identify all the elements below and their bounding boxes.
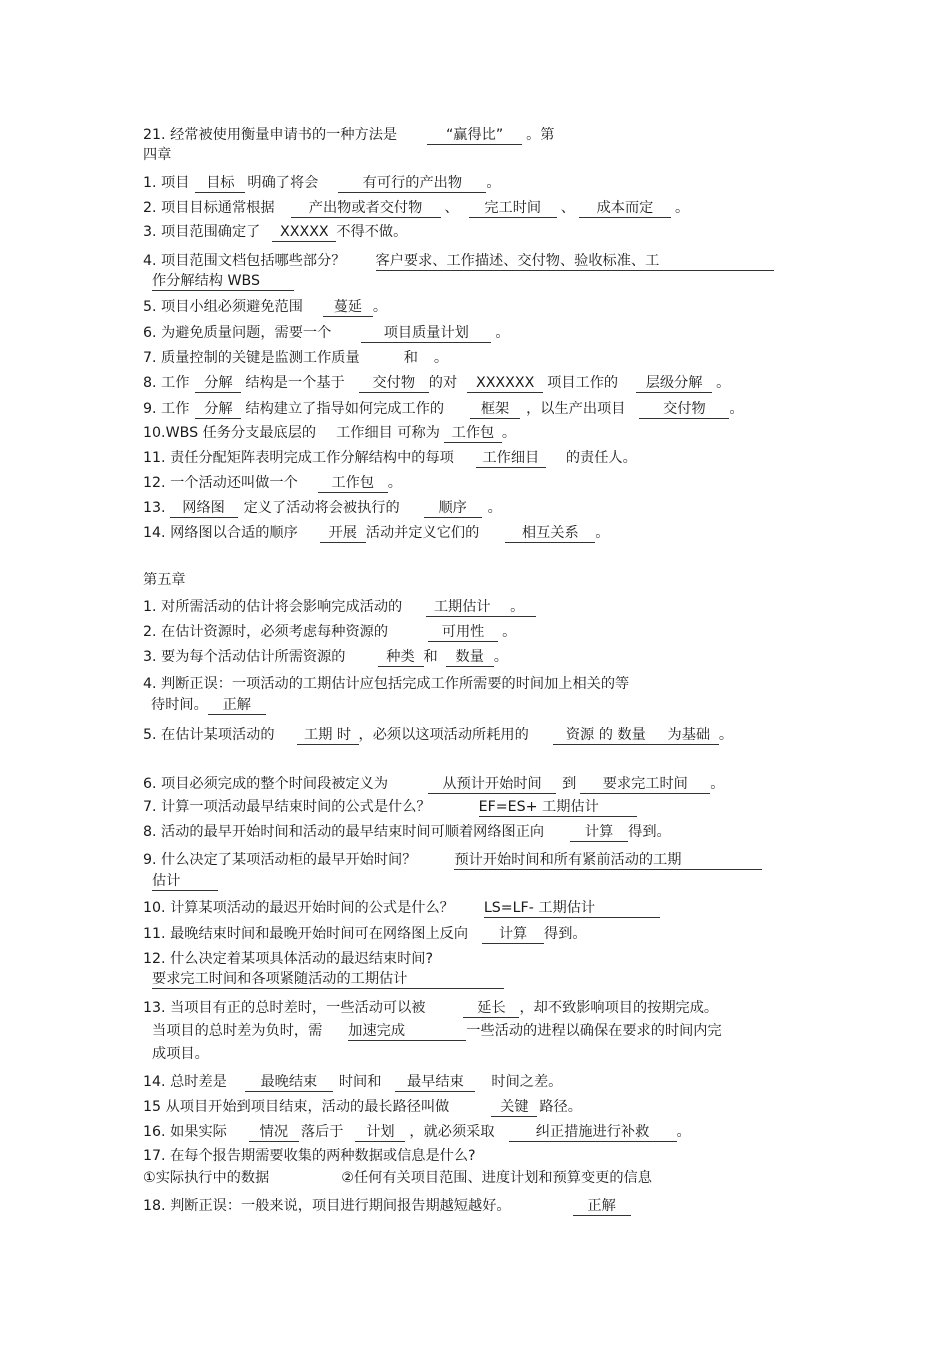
c5-q17-text: 17. 在每个报告期需要收集的两种数据或信息是什么? [143, 1148, 476, 1164]
c4-q4 [143, 251, 774, 271]
c5-q9 [143, 850, 762, 870]
c4-q5 [143, 297, 387, 317]
c5-q16-answer-1: 情况 [249, 1123, 299, 1142]
c5-q16-end: 。 [676, 1124, 691, 1140]
c4-q1-answer-1: 目标 [195, 174, 245, 193]
c5-q8-text: 8. 活动的最早开始时间和活动的最早结束时间可顺着网络图正向 [143, 824, 545, 840]
c5-q13-text: 13. 当项目有正的总时差时，一些活动可以被 [143, 1000, 426, 1016]
c5-q1-end: 。 [498, 598, 536, 617]
c5-q14-mid: 时间和 [338, 1074, 382, 1090]
c4-q7-mid: 和 [403, 350, 418, 366]
c5-q4-text-cont: 待时间。 [151, 697, 208, 713]
c4-q14-answer-2: 相互关系 [505, 524, 595, 543]
c5-q3-answer-1: 种类 [378, 648, 424, 667]
c4-q9-answer-1: 分解 [195, 400, 241, 419]
c5-q15-text: 15 从项目开始到项目结束，活动的最长路径叫做 [143, 1099, 450, 1115]
c5-q10-answer: LS=LF- 工期估计 [484, 899, 660, 918]
c4-q13-answer-2: 顺序 [424, 499, 482, 518]
c5-q2-text: 2. 在估计资源时，必须考虑每种资源的 [143, 624, 389, 640]
c5-q8-answer: 计算 [570, 823, 628, 842]
c5-q2-end: 。 [502, 624, 517, 640]
c4-q8-answer-4: 层级分解 [636, 374, 712, 393]
c4-q12 [143, 473, 402, 493]
c4-q14 [143, 523, 609, 543]
c4-q1 [143, 173, 501, 193]
c5-q1-answer: 工期估计 [426, 598, 498, 617]
c5-q13-text-2: 当项目的总时差为负时，需 [152, 1023, 323, 1039]
c4-q13-answer-1: 网络图 [170, 499, 238, 518]
c4-q14-end: 。 [595, 525, 610, 541]
c5-q9-cont [152, 871, 218, 891]
c4-q6-text: 6. 为避免质量问题，需要一个 [143, 325, 332, 341]
c5-q16 [143, 1122, 691, 1142]
c5-q12-cont [152, 969, 504, 989]
c5-q3-answer-2: 数量 [446, 648, 494, 667]
c5-q1 [143, 597, 536, 617]
c4-q8-mid-3: 项目工作的 [547, 375, 619, 391]
c4-q4-text: 4. 项目范围文档包括哪些部分？ [143, 253, 346, 269]
c4-q6-end: 。 [495, 325, 510, 341]
c4-q5-answer: 蔓延 [323, 298, 373, 317]
c5-q12 [143, 949, 433, 969]
c5-q5-mid: ，必须以这项活动所耗用的 [358, 727, 529, 743]
c5-q6-text: 6. 项目必须完成的整个时间段被定义为 [143, 776, 389, 792]
c4-q13 [143, 498, 502, 518]
c4-q11 [143, 448, 637, 468]
c5-q14-text: 14. 总时差是 [143, 1074, 227, 1090]
c5-q15 [143, 1097, 582, 1117]
c5-q2 [143, 622, 516, 642]
q21-question: 21. 经常被使用衡量申请书的一种方法是 [143, 127, 398, 143]
c5-q17-options [143, 1168, 652, 1188]
c4-q11-answer: 工作细目 [476, 449, 546, 468]
c5-q14-answer-1: 最晚结束 [245, 1073, 333, 1092]
c4-q1-text: 1. 项目 [143, 175, 190, 191]
c5-q3-mid: 和 [423, 649, 438, 665]
c5-q18-text: 18. 判断正误：一般来说，项目进行期间报告期越短越好。 [143, 1198, 511, 1214]
c4-q5-end: 。 [372, 299, 388, 315]
c4-q7-end: 。 [433, 350, 449, 366]
c4-q9-text: 9. 工作 [143, 401, 190, 417]
c5-q16-mid-1: 落后于 [300, 1124, 344, 1140]
c4-q9-mid-1: 结构建立了指导如何完成工作的 [245, 401, 445, 417]
c5-q6-answer-2: 要求完工时间 [580, 775, 710, 794]
c4-q8-answer-3: XXXXXX [467, 374, 543, 393]
c5-q10 [143, 898, 660, 918]
c5-q5-answer-1: 工期 时 [297, 726, 359, 745]
c4-q9-answer-2: 框架 [470, 400, 520, 419]
c4-q4-cont [152, 271, 294, 291]
c4-q14-text: 14. 网络图以合适的顺序 [143, 525, 298, 541]
c5-q13-end-3: 成项目。 [152, 1046, 209, 1062]
c5-q3-text: 3. 要为每个活动估计所需资源的 [143, 649, 346, 665]
c5-q7-answer: EF=ES+ 工期估计 [479, 798, 637, 817]
c5-q4-cont [151, 695, 266, 715]
c4-q9-end: 。 [729, 401, 744, 417]
c4-q8-end: 。 [716, 375, 731, 391]
q21-suffix: 。第 [526, 127, 555, 143]
c4-q3-end: 不得不做。 [336, 224, 408, 240]
c5-q1-text: 1. 对所需活动的估计将会影响完成活动的 [143, 599, 403, 615]
c5-q10-text: 10. 计算某项活动的最迟开始时间的公式是什么？ [143, 900, 454, 916]
c4-q2-sep-1: 、 [444, 200, 459, 216]
c5-q14 [143, 1072, 562, 1092]
c5-q17-option-1: ①实际执行中的数据 [143, 1170, 270, 1186]
c4-q14-answer-1: 开展 [320, 524, 366, 543]
c4-q10-answer: 工作包 [444, 424, 502, 443]
c5-q13-end: ，却不致影响项目的按期完成。 [519, 1000, 719, 1016]
c4-q2-end: 。 [674, 200, 690, 216]
c5-q8 [143, 822, 671, 842]
c5-q9-answer-cont: 估计 [152, 872, 218, 891]
c5-q11-end: 得到。 [544, 926, 587, 942]
c5-q5-answer-2: 资源 的 数量 [553, 726, 659, 745]
c5-q6-answer-1: 从预计开始时间 [428, 775, 556, 794]
c4-q7-text: 7. 质量控制的关键是监测工作质量 [143, 350, 360, 366]
c5-q7 [143, 797, 637, 817]
c4-q4-answer: 客户要求、工作描述、交付物、验收标准、工 [376, 252, 774, 271]
c5-q13-end-2: 一些活动的进程以确保在要求的时间内完 [466, 1023, 722, 1039]
c4-q8-text: 8. 工作 [143, 375, 190, 391]
c5-q16-mid-2: ，就必须采取 [409, 1124, 495, 1140]
c5-q5-text: 5. 在估计某项活动的 [143, 727, 275, 743]
c4-q10-mid: 工作细目 可称为 [336, 425, 440, 441]
c4-q2-text: 2. 项目目标通常根据 [143, 200, 275, 216]
chapter-4-heading [143, 145, 171, 165]
c5-q5-answer-3: 为基础 [659, 726, 719, 745]
c5-q13 [143, 998, 718, 1018]
c5-q16-answer-2: 计划 [355, 1123, 405, 1142]
c5-q17-option-2: ②任何有关项目范围、进度计划和预算变更的信息 [341, 1170, 652, 1186]
c4-q10 [143, 423, 516, 443]
c5-q12-answer: 要求完工时间和各项紧随活动的工期估计 [152, 970, 504, 989]
c4-q9-answer-3: 交付物 [639, 400, 729, 419]
c4-q9 [143, 399, 744, 419]
c4-q3 [143, 222, 407, 242]
chapter-5-heading [143, 570, 186, 590]
c5-q8-end: 得到。 [628, 824, 671, 840]
c5-q14-answer-2: 最早结束 [395, 1073, 475, 1092]
c5-q15-answer: 关键 [491, 1098, 537, 1117]
c4-q7 [143, 348, 448, 368]
c5-q14-end: 时间之差。 [491, 1074, 563, 1090]
chapter-4-title: 四章 [143, 147, 172, 163]
q21-line [143, 125, 554, 145]
c4-q2-answer-3: 成本而定 [579, 199, 671, 218]
c4-q3-text: 3. 项目范围确定了 [143, 224, 261, 240]
c4-q14-mid: 活动并定义它们的 [365, 525, 480, 541]
c4-q11-end: 的责任人。 [565, 450, 637, 466]
c5-q2-answer: 可用性 [428, 623, 498, 642]
c5-q11-text: 11. 最晚结束时间和最晚开始时间可在网络图上反向 [143, 926, 469, 942]
c4-q8-mid-2: 的对 [428, 375, 458, 391]
c4-q2-sep-2: 、 [560, 200, 575, 216]
c4-q12-end: 。 [387, 475, 402, 491]
c4-q10-text: 10.WBS 任务分支最底层的 [143, 425, 317, 441]
c4-q10-end: 。 [501, 425, 517, 441]
c4-q1-mid: 明确了将会 [247, 175, 319, 191]
c4-q3-answer: XXXXX [272, 223, 336, 242]
c4-q1-end: 。 [486, 175, 501, 191]
c5-q17 [143, 1146, 476, 1166]
c4-q2-answer-2: 完工时间 [469, 199, 557, 218]
c4-q13-end: 。 [487, 500, 502, 516]
c5-q13-answer-1: 延长 [463, 999, 519, 1018]
c4-q12-text: 12. 一个活动还叫做一个 [143, 475, 298, 491]
c4-q6-answer: 项目质量计划 [361, 324, 491, 343]
c5-q11 [143, 924, 587, 944]
c5-q9-text: 9. 什么决定了某项活动柜的最早开始时间？ [143, 852, 417, 868]
c5-q9-answer: 预计开始时间和所有紧前活动的工期 [454, 851, 762, 870]
c4-q11-text: 11. 责任分配矩阵表明完成工作分解结构中的每项 [143, 450, 454, 466]
c5-q5 [143, 725, 733, 745]
c5-q13-answer-2: 加速完成 [348, 1022, 466, 1041]
c4-q8-answer-2: 交付物 [359, 374, 429, 393]
c4-q8 [143, 373, 730, 393]
c4-q13-mid: 定义了活动将会被执行的 [243, 500, 400, 516]
c5-q4-answer: 正解 [208, 696, 266, 715]
q21-answer: “赢得比” [427, 126, 522, 145]
c4-q8-answer-1: 分解 [195, 374, 241, 393]
c5-q6-end: 。 [710, 776, 725, 792]
c5-q6-mid: 到 [562, 776, 577, 792]
c4-q12-answer: 工作包 [318, 474, 388, 493]
c5-q5-end: 。 [718, 727, 734, 743]
c5-q13-cont-2 [152, 1044, 209, 1064]
c5-q15-end: 路径。 [539, 1099, 582, 1115]
c5-q16-answer-3: 纠正措施进行补救 [509, 1123, 677, 1142]
c4-q8-mid-1: 结构是一个基于 [245, 375, 345, 391]
c5-q11-answer: 计算 [482, 925, 544, 944]
c5-q13-cont [152, 1021, 722, 1041]
c4-q5-text: 5. 项目小组必须避免范围 [143, 299, 303, 315]
c4-q2 [143, 198, 689, 218]
c5-q4-text: 4. 判断正误：一项活动的工期估计应包括完成工作所需要的时间加上相关的等 [143, 676, 630, 692]
c4-q9-mid-2: ，以生产出项目 [526, 401, 626, 417]
c5-q3-end: 。 [493, 649, 508, 665]
c4-q2-answer-1: 产出物或者交付物 [291, 199, 441, 218]
c5-q6 [143, 774, 724, 794]
c5-q3 [143, 647, 508, 667]
c5-q12-text: 12. 什么决定着某项具体活动的最迟结束时间? [143, 951, 433, 967]
c4-q6 [143, 323, 510, 343]
chapter-5-title: 第五章 [143, 572, 186, 588]
c4-q1-answer-2: 有可行的产出物 [338, 174, 486, 193]
c5-q18-answer: 正解 [573, 1197, 631, 1216]
c4-q13-text: 13. [143, 500, 166, 516]
c5-q16-text: 16. 如果实际 [143, 1124, 227, 1140]
c4-q4-answer-cont: 作分解结构 WBS [152, 272, 294, 291]
c5-q18 [143, 1196, 631, 1216]
c5-q7-text: 7. 计算一项活动最早结束时间的公式是什么？ [143, 799, 431, 815]
c5-q4 [143, 674, 629, 694]
